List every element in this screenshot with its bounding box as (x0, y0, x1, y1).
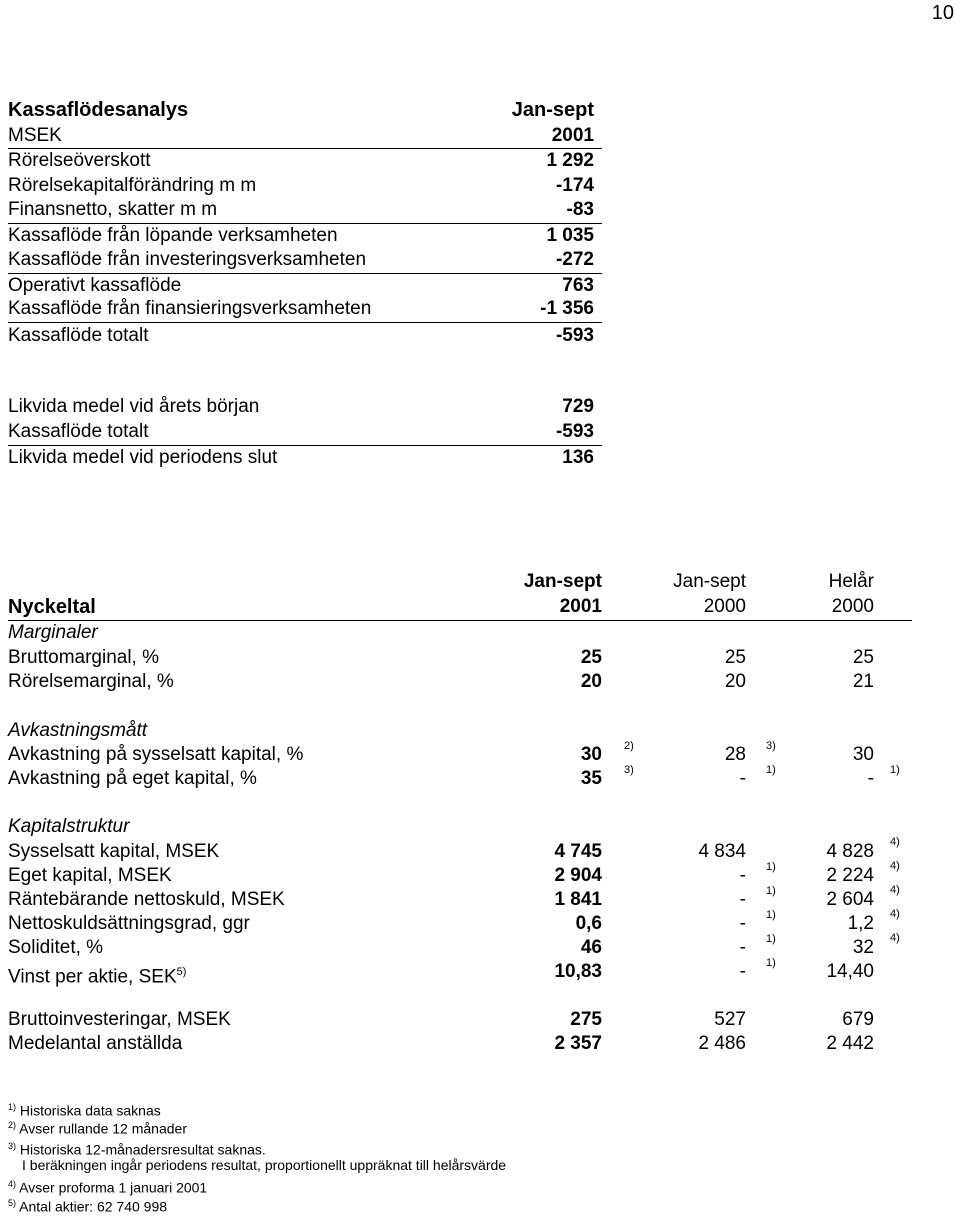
row-value: 729 (562, 396, 594, 417)
footnote-mark: 3) (624, 764, 634, 776)
footnote-mark: 4) (890, 908, 900, 920)
col1-period: Jan-sept (523, 571, 602, 592)
row-value-col1: 4 745 (554, 841, 602, 862)
cashflow-row (8, 248, 594, 272)
section-title: Marginaler (8, 622, 98, 643)
row-label: Medelantal anställda (8, 1033, 183, 1054)
row-label: Rörelseöverskott (8, 150, 151, 171)
footnote-text: Avser rullande 12 månader (19, 1120, 187, 1137)
row-label: Operativt kassaflöde (8, 275, 182, 296)
row-value-col2: 4 834 (698, 841, 746, 862)
row-value-col2: 25 (724, 647, 746, 668)
footnote-marker: 3) (8, 1141, 17, 1151)
cashflow-row (8, 198, 594, 222)
row-value: -593 (555, 325, 594, 346)
footnote-marker: 4) (8, 1179, 17, 1189)
cashflow-unit: MSEK (8, 125, 62, 146)
row-label: Kassaflöde från löpande verksamheten (8, 225, 338, 246)
label-footnote-mark: 5) (176, 966, 187, 978)
row-value-col1: 20 (580, 671, 602, 692)
footnote-text: Historiska 12-månadersresultat saknas. (19, 1141, 266, 1158)
row-label (8, 960, 187, 988)
page-number: 10 (931, 2, 954, 24)
row-value-col3: 32 (852, 937, 874, 958)
section-title: Avkastningsmått (8, 720, 148, 741)
row-value-col1: 30 (580, 744, 602, 765)
row-value-col1: 2 357 (554, 1033, 602, 1054)
footnote-mark: 1) (766, 933, 776, 945)
row-value-col3: 1,2 (847, 913, 874, 934)
row-label: Soliditet, % (8, 937, 104, 958)
row-label: Kassaflöde från investeringsverksamheten (8, 249, 367, 270)
row-value-col2: - (739, 889, 746, 910)
row-label: Sysselsatt kapital, MSEK (8, 841, 220, 862)
row-label-text: Vinst per aktie, SEK (8, 966, 177, 988)
row-value: 136 (562, 447, 594, 468)
row-label: Kassaflöde från finansieringsverksamheten (8, 298, 372, 319)
row-label: Finansnetto, skatter m m (8, 199, 218, 220)
row-value-col2: 527 (714, 1009, 746, 1030)
row-value: 1 292 (546, 150, 594, 171)
row-value-col2: - (739, 865, 746, 886)
col2-period: Jan-sept (673, 571, 746, 592)
row-value-col3: 2 604 (826, 889, 874, 910)
row-value-col2: - (739, 768, 746, 789)
row-label: Räntebärande nettoskuld, MSEK (8, 889, 285, 910)
row-value-col2: - (739, 913, 746, 934)
row-label: Rörelsemarginal, % (8, 671, 174, 692)
footnote (22, 1156, 506, 1174)
row-value-col1: 2 904 (554, 865, 602, 886)
footnote-mark: 1) (890, 764, 900, 776)
col3-year: 2000 (831, 596, 874, 617)
keyfigures-header-rule (8, 620, 912, 621)
row-label: Kassaflöde totalt (8, 421, 149, 442)
footnote-mark: 2) (624, 740, 634, 752)
cashflow-rule (8, 322, 602, 323)
row-value-col2: 2 486 (698, 1033, 746, 1054)
liquidity-row (8, 446, 594, 470)
row-value-col2: 20 (724, 671, 746, 692)
row-label: Likvida medel vid årets början (8, 396, 260, 417)
col2-year: 2000 (703, 596, 746, 617)
row-label: Rörelsekapitalförändring m m (8, 175, 257, 196)
row-value: -1 356 (540, 298, 594, 319)
cashflow-row (8, 149, 594, 173)
footnote-marker: 5) (8, 1198, 17, 1208)
cashflow-title: Kassaflödesanalys (8, 99, 189, 121)
row-value: 763 (562, 275, 594, 296)
row-value: -593 (555, 421, 594, 442)
row-label: Nettoskuldsättningsgrad, ggr (8, 913, 250, 934)
row-label: Bruttoinvesteringar, MSEK (8, 1009, 231, 1030)
row-value-col1: 275 (570, 1009, 602, 1030)
row-label: Avkastning på sysselsatt kapital, % (8, 744, 304, 765)
row-value-col1: 46 (580, 937, 602, 958)
footnote-text: Antal aktier: 62 740 998 (19, 1198, 168, 1215)
row-value-col3: 14,40 (826, 961, 874, 982)
row-label: Eget kapital, MSEK (8, 865, 172, 886)
footnote-mark: 1) (766, 764, 776, 776)
cashflow-row (8, 274, 594, 298)
cashflow-row (8, 174, 594, 198)
row-value-col3: 679 (842, 1009, 874, 1030)
row-value: -174 (555, 175, 594, 196)
footnote-marker: 1) (8, 1102, 17, 1112)
footnote (8, 1116, 187, 1138)
row-label: Kassaflöde totalt (8, 325, 149, 346)
footnote-mark: 4) (890, 860, 900, 872)
row-value-col3: 21 (852, 671, 874, 692)
row-value-col3: 2 442 (826, 1033, 874, 1054)
col3-period: Helår (828, 571, 874, 592)
liquidity-row (8, 395, 594, 419)
footnote-mark: 4) (890, 836, 900, 848)
row-value-col1: 1 841 (554, 889, 602, 910)
footnote-mark: 1) (766, 957, 776, 969)
row-value-col3: - (867, 768, 874, 789)
row-value: 1 035 (546, 225, 594, 246)
row-value-col1: 35 (580, 768, 602, 789)
col1-year: 2001 (559, 596, 602, 617)
row-label: Bruttomarginal, % (8, 647, 160, 668)
cashflow-row (8, 224, 594, 248)
row-value-col3: 30 (852, 744, 874, 765)
row-value-col2: 28 (724, 744, 746, 765)
row-label: Likvida medel vid periodens slut (8, 447, 278, 468)
footnote (8, 1194, 167, 1216)
footnote-mark: 3) (766, 740, 776, 752)
footnote-marker: 2) (8, 1120, 17, 1130)
cashflow-row (8, 297, 594, 321)
liquidity-row (8, 420, 594, 444)
footnote-text: Historiska data saknas (19, 1102, 161, 1119)
row-value: -272 (555, 249, 594, 270)
row-value: -83 (566, 199, 594, 220)
footnote-text: I beräkningen ingår periodens resultat, proportionellt uppräknat till helårsvärde (22, 1157, 507, 1173)
footnote-mark: 1) (766, 909, 776, 921)
row-value-col3: 25 (852, 647, 874, 668)
footnote-mark: 4) (890, 932, 900, 944)
cashflow-year: 2001 (551, 125, 594, 146)
cashflow-row (8, 324, 594, 348)
row-value-col1: 10,83 (554, 961, 602, 982)
row-value-col1: 25 (580, 647, 602, 668)
footnote-mark: 4) (890, 884, 900, 896)
row-value-col2: - (739, 961, 746, 982)
keyfigures-title: Nyckeltal (8, 596, 96, 618)
row-label: Avkastning på eget kapital, % (8, 768, 257, 789)
row-value-col1: 0,6 (575, 913, 602, 934)
section-title: Kapitalstruktur (8, 816, 130, 837)
footnote-mark: 1) (766, 885, 776, 897)
footnote-text: Avser proforma 1 januari 2001 (19, 1179, 208, 1196)
row-value-col3: 4 828 (826, 841, 874, 862)
row-value-col2: - (739, 937, 746, 958)
cashflow-unit-row (8, 124, 594, 148)
footnote-mark: 1) (766, 861, 776, 873)
row-value-col3: 2 224 (826, 865, 874, 886)
cashflow-period-header: Jan-sept (511, 99, 594, 121)
cashflow-header (8, 98, 594, 122)
